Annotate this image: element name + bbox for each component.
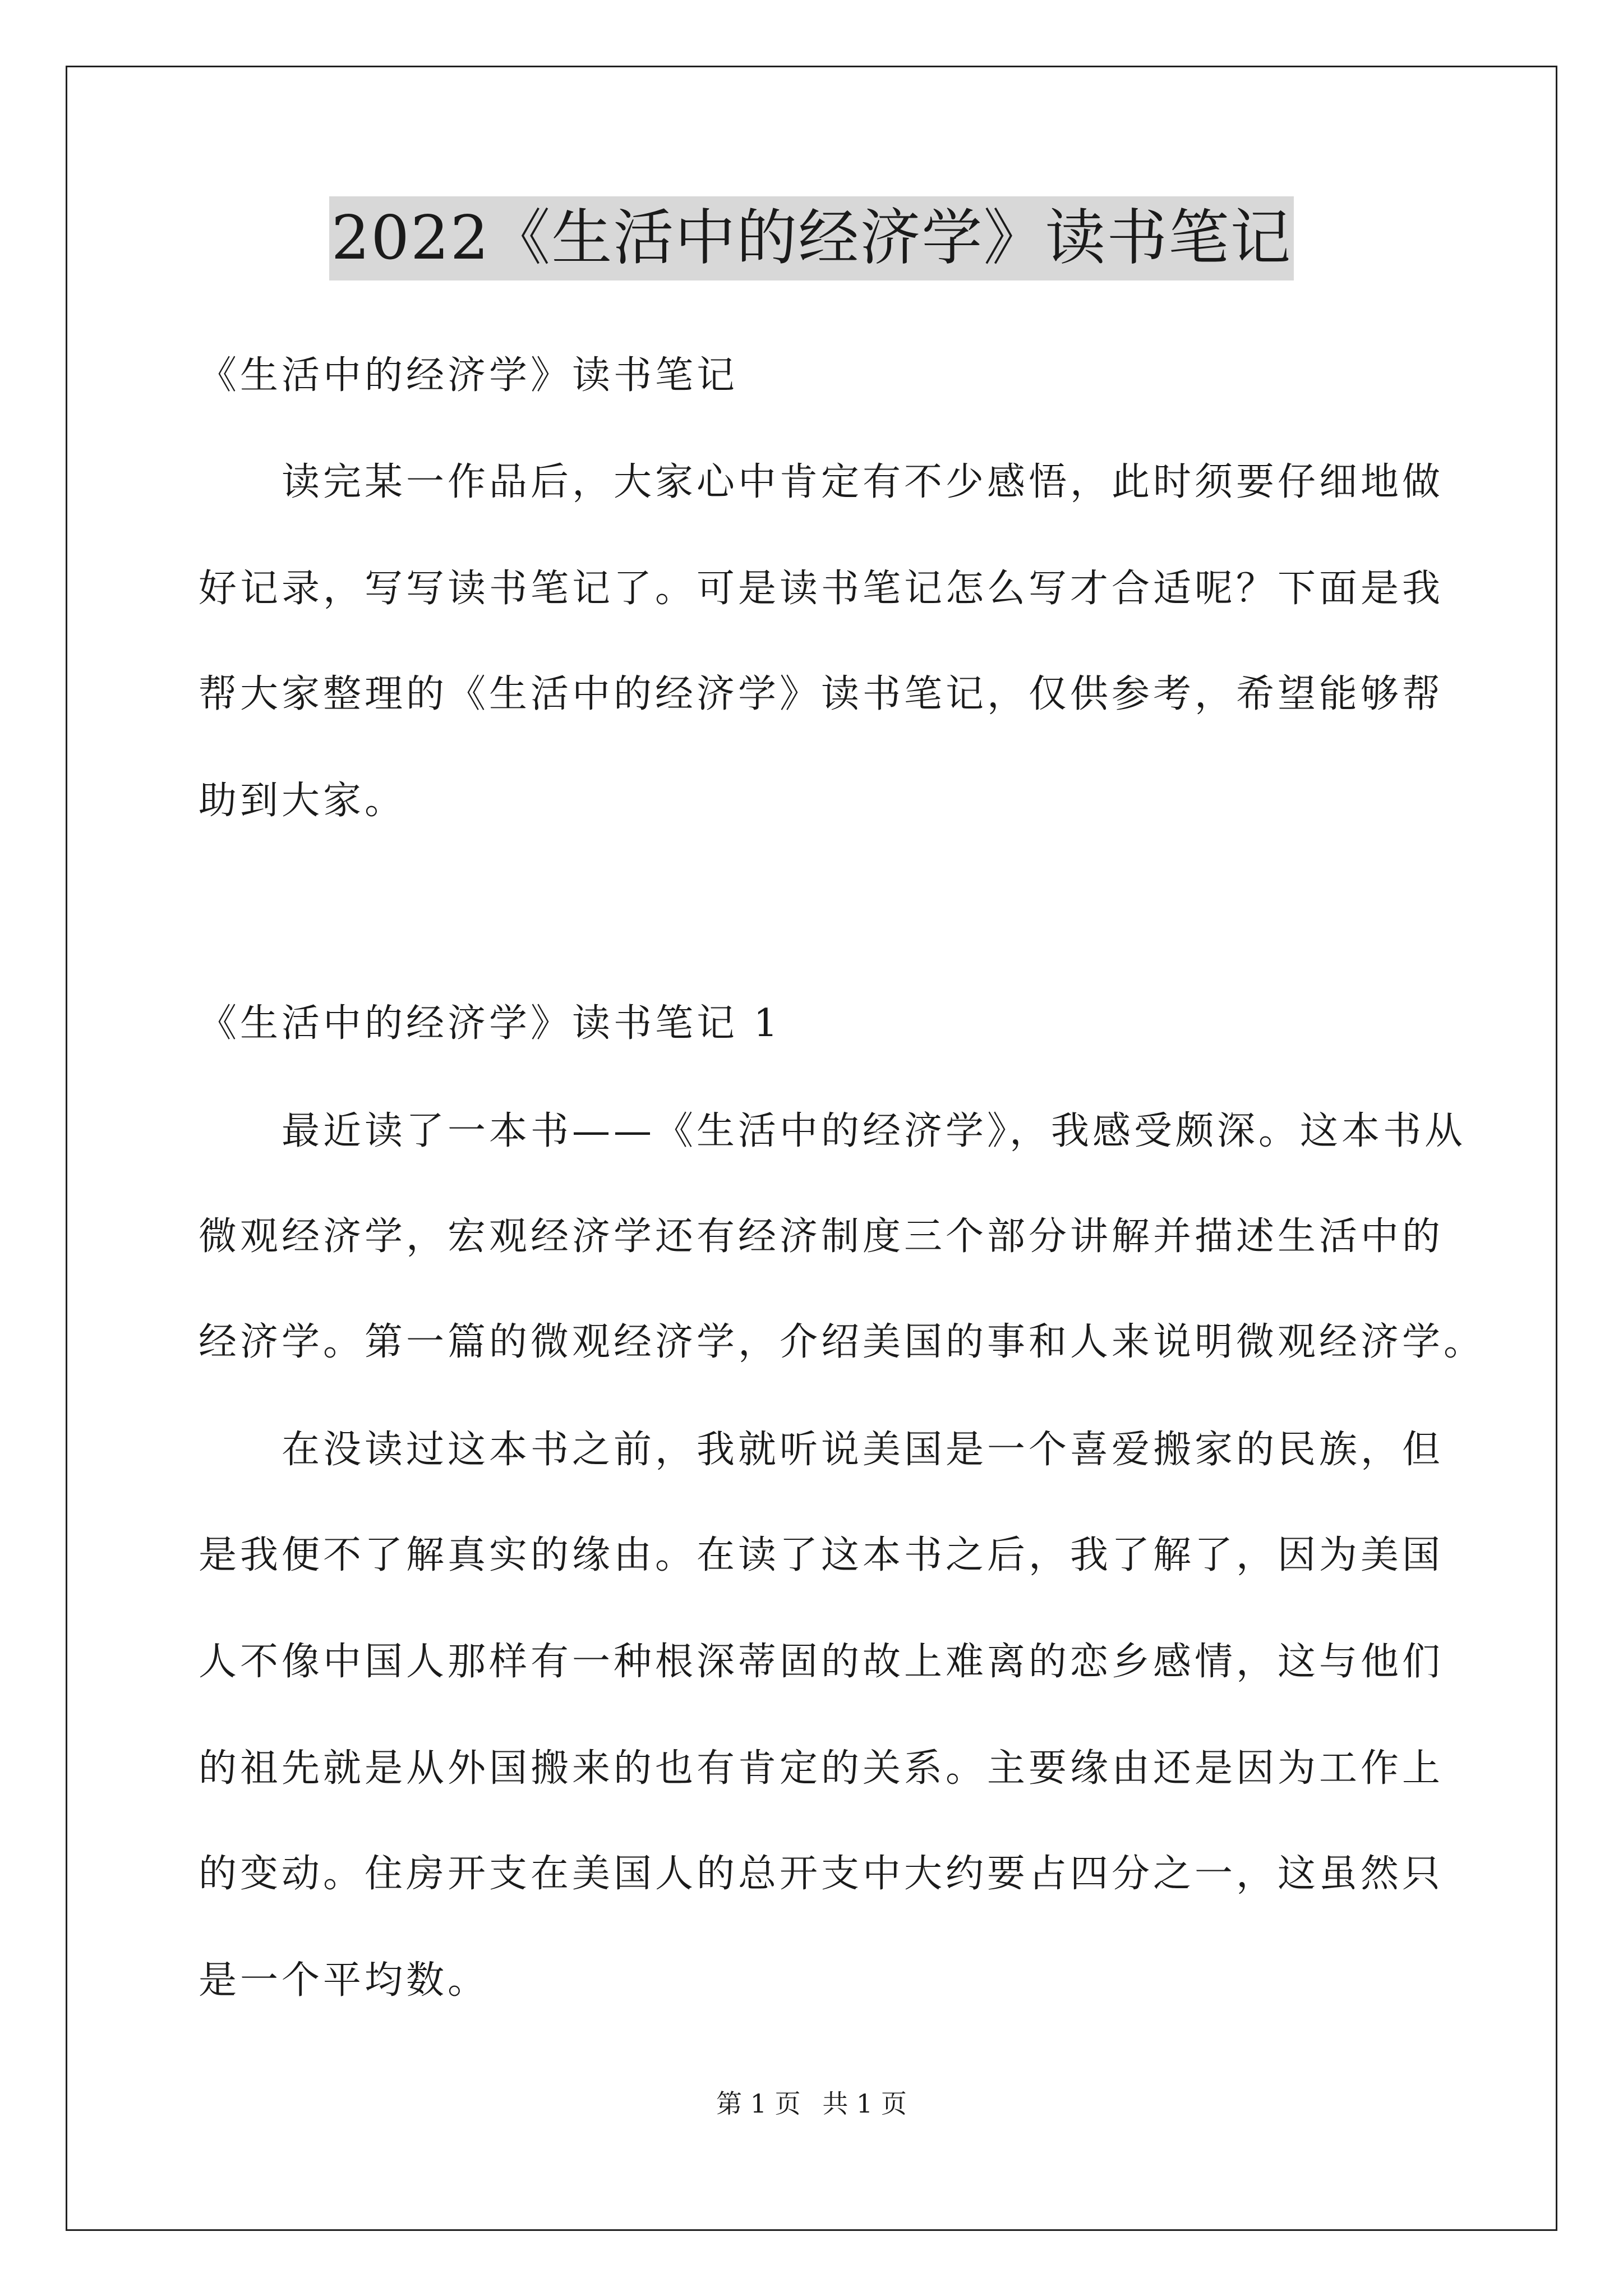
intro-line: 助到大家。 <box>199 779 407 823</box>
page-number: 第 1 页 <box>716 2088 801 2119</box>
intro-line: 好记录，写写读书笔记了。可是读书笔记怎么写才合适呢？下面是我 <box>199 567 1444 611</box>
title-container <box>0 196 1623 280</box>
paragraph-line: 在没读过这本书之前，我就听说美国是一个喜爱搬家的民族，但 <box>282 1428 1444 1472</box>
document-subtitle: 《生活中的经济学》读书笔记 <box>199 353 739 398</box>
intro-line: 帮大家整理的《生活中的经济学》读书笔记，仅供参考，希望能够帮 <box>199 672 1444 716</box>
section-heading: 《生活中的经济学》读书笔记 1 <box>199 1001 781 1046</box>
paragraph-line: 微观经济学，宏观经济学还有经济制度三个部分讲解并描述生活中的 <box>199 1214 1444 1259</box>
paragraph-line: 最近读了一本书——《生活中的经济学》，我感受颇深。这本书从 <box>282 1109 1467 1153</box>
paragraph-line: 经济学。第一篇的微观经济学，介绍美国的事和人来说明微观经济学。 <box>199 1320 1486 1364</box>
document-title: 2022《生活中的经济学》读书笔记 <box>329 196 1294 280</box>
intro-line: 读完某一作品后，大家心中肯定有不少感悟，此时须要仔细地做 <box>282 460 1444 504</box>
paragraph-line: 是我便不了解真实的缘由。在读了这本书之后，我了解了，因为美国 <box>199 1533 1444 1577</box>
paragraph-line: 的变动。住房开支在美国人的总开支中大约要占四分之一，这虽然只 <box>199 1852 1444 1896</box>
paragraph-line: 是一个平均数。 <box>199 1958 490 2003</box>
page-footer <box>0 2087 1623 2120</box>
paragraph-line: 的祖先就是从外国搬来的也有肯定的关系。主要缘由还是因为工作上 <box>199 1746 1444 1791</box>
page-total: 共 1 页 <box>822 2088 907 2119</box>
paragraph-line: 人不像中国人那样有一种根深蒂固的故上难离的恋乡感情，这与他们 <box>199 1640 1444 1684</box>
